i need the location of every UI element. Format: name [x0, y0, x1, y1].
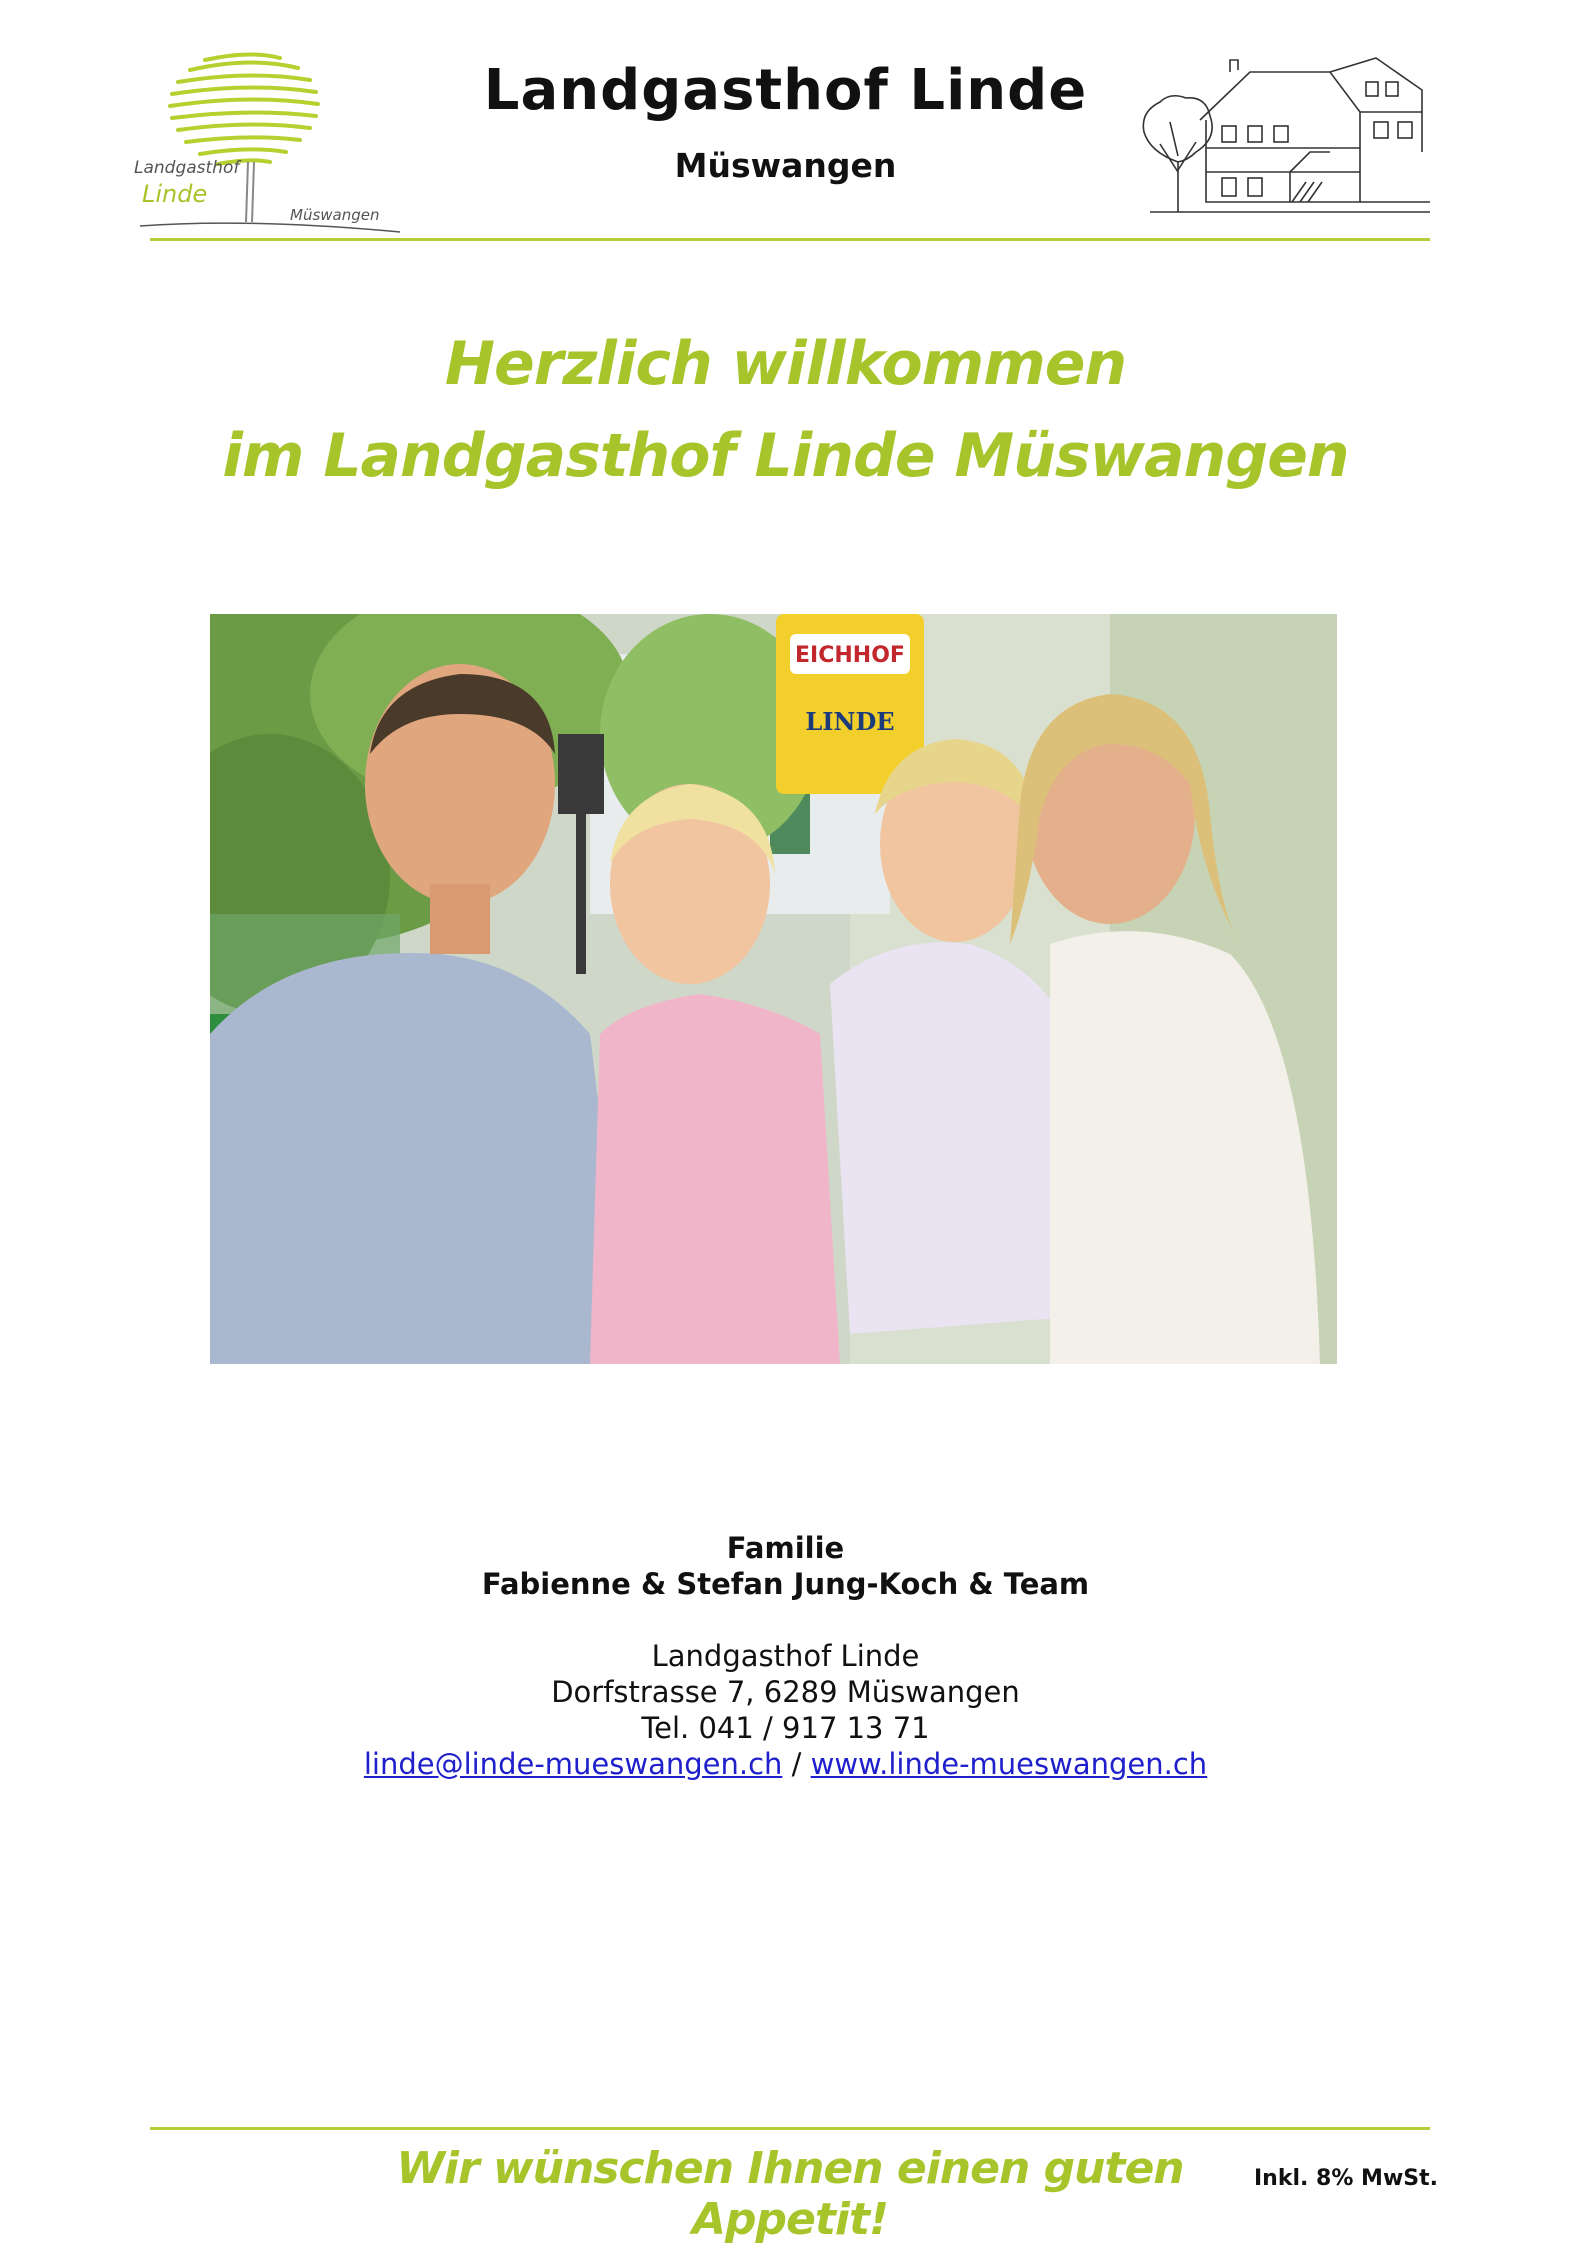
footer-slogan: Wir wünschen Ihnen einen guten Appetit! [396, 2143, 1184, 2245]
logo-text-linde: Linde [142, 180, 208, 208]
business-name: Landgasthof Linde [651, 1639, 920, 1673]
address: Dorfstrasse 7, 6289 Müswangen [551, 1675, 1020, 1709]
footer-divider [150, 2127, 1430, 2130]
house-sketch [1130, 52, 1450, 220]
link-separator: / [782, 1747, 811, 1781]
welcome-line-2: im Landgasthof Linde Müswangen [222, 421, 1349, 491]
family-photo-image [210, 614, 1337, 1364]
welcome-line-1: Herzlich willkommen [444, 329, 1127, 399]
vat-note: Inkl. 8% MwSt. [1254, 2166, 1438, 2191]
page-title: Landgasthof Linde [483, 58, 1088, 123]
spacer [0, 1602, 1571, 1638]
sign-name: LINDE [805, 707, 895, 736]
web-links [0, 1746, 1571, 1782]
logo-text-landgasthof: Landgasthof [134, 158, 240, 178]
email-link[interactable]: linde@linde-mueswangen.ch [363, 1747, 783, 1781]
website-link[interactable]: www.linde-mueswangen.ch [810, 1747, 1208, 1781]
family-label: Familie [726, 1531, 845, 1565]
header-divider [150, 238, 1430, 241]
page-subtitle: Müswangen [674, 146, 897, 185]
contact-block [0, 1530, 1571, 1782]
owner-names: Fabienne & Stefan Jung-Koch & Team [481, 1567, 1090, 1601]
sign-brand: EICHHOF [795, 643, 905, 668]
family-photo [210, 614, 1337, 1364]
welcome-heading [0, 318, 1571, 502]
logo-text-mueswangen: Müswangen [290, 206, 380, 224]
house-drawing-icon [1130, 52, 1450, 220]
phone: Tel. 041 / 917 13 71 [641, 1711, 930, 1745]
